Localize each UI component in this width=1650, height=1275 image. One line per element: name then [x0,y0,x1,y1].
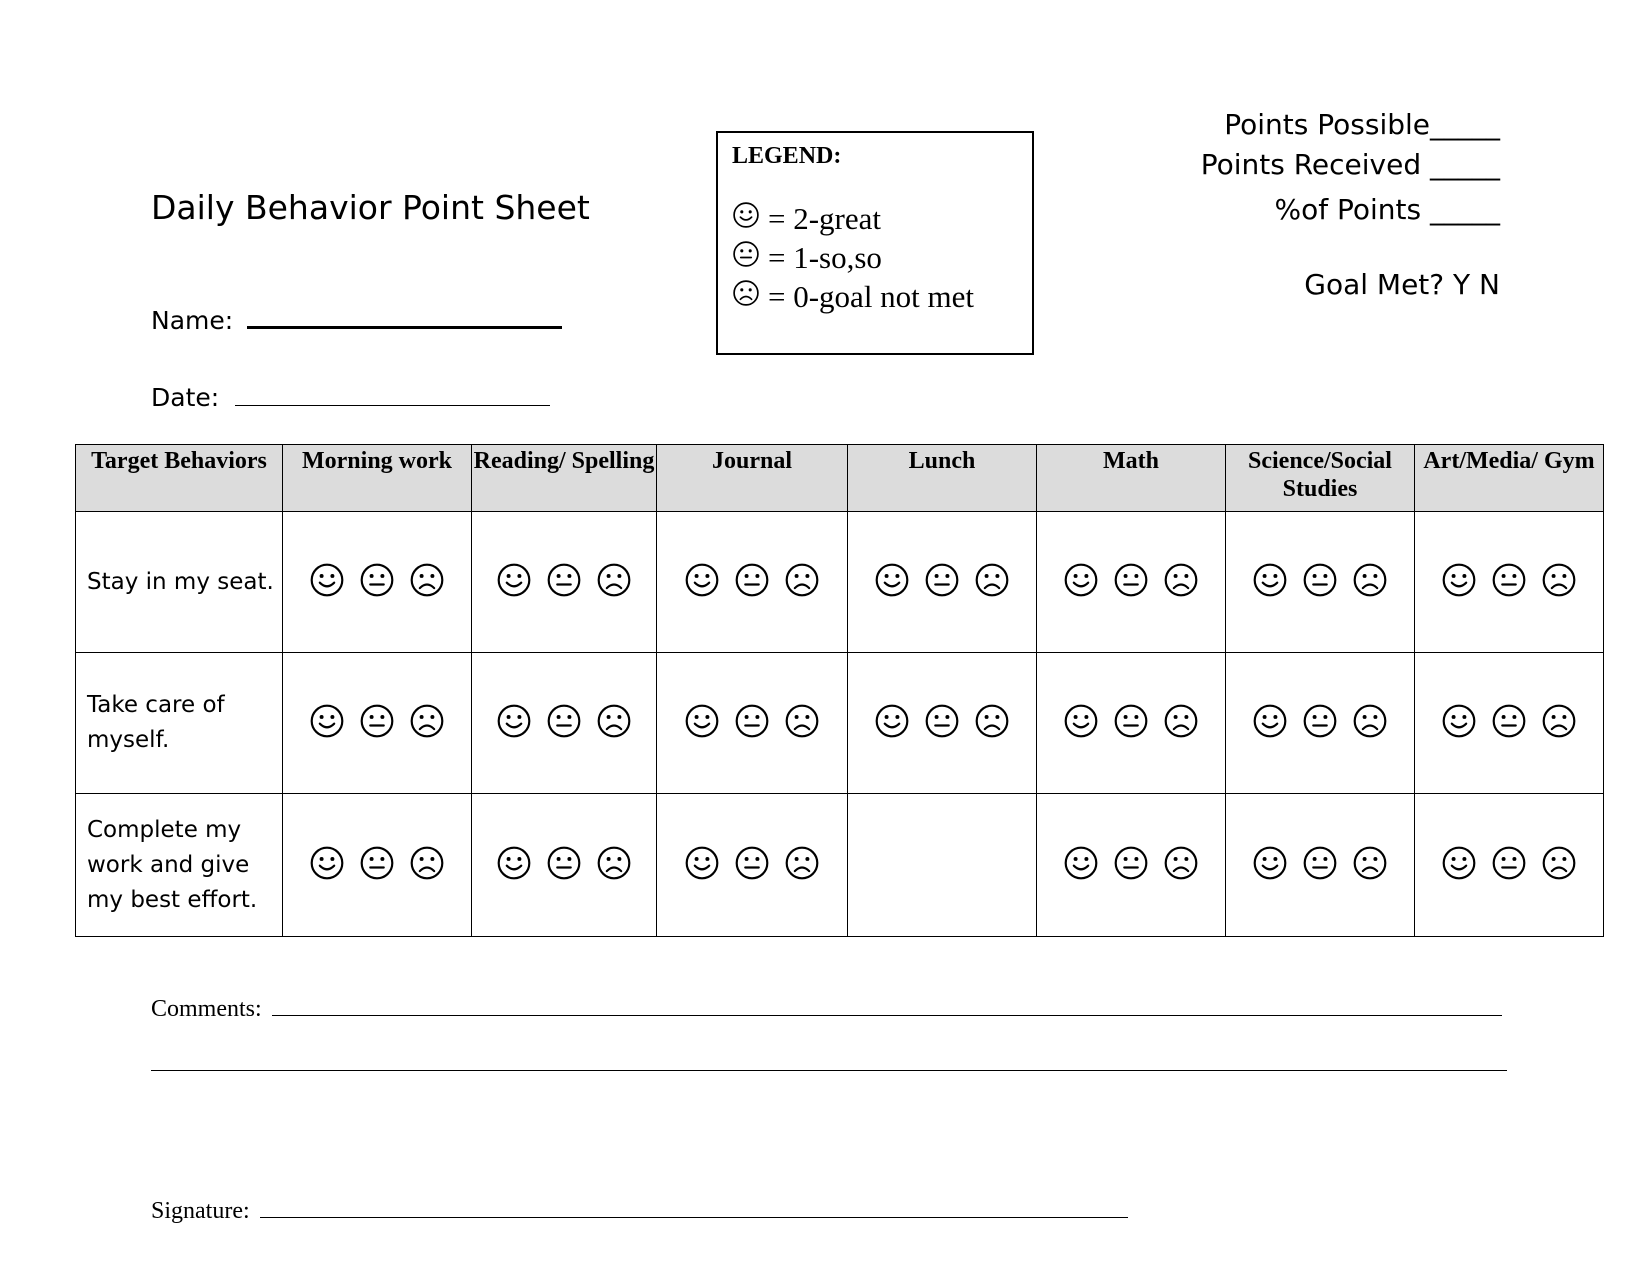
smiley-face-icon[interactable] [684,562,720,603]
rating-cell-morning-work[interactable] [283,512,472,653]
smiley-face-icon[interactable] [874,703,910,744]
neutral-face-icon[interactable] [546,703,582,744]
rating-options[interactable] [1226,562,1414,603]
frowning-face-icon[interactable] [974,703,1010,744]
neutral-face-icon[interactable] [924,562,960,603]
rating-cell-art-media-gym[interactable] [1415,512,1604,653]
rating-options[interactable] [848,703,1036,744]
behavior-row [76,512,1604,653]
name-label: Name: [151,306,234,335]
goal-met[interactable]: Goal Met? Y N [1304,268,1500,301]
rating-options[interactable] [657,703,847,744]
comments-underline-1[interactable] [272,997,1502,1016]
smiley-face-icon[interactable] [1252,703,1288,744]
smiley-face-icon[interactable] [1063,845,1099,886]
neutral-face-icon[interactable] [734,562,770,603]
col-header-science-social-studies: Science/Social Studies [1226,445,1415,512]
rating-options[interactable] [472,845,656,886]
neutral-face-icon[interactable] [734,703,770,744]
rating-options[interactable] [1415,845,1603,886]
percent-of-points[interactable]: %of Points _____ [1274,193,1500,226]
comments-label: Comments: [151,996,262,1022]
frowning-face-icon[interactable] [409,703,445,744]
rating-cell-science-social-studies[interactable] [1226,512,1415,653]
col-header-reading-spelling: Reading/ Spelling [472,445,657,512]
rating-cell-reading-spelling[interactable] [472,653,657,794]
name-field[interactable] [151,306,562,335]
rating-cell-reading-spelling[interactable] [472,794,657,937]
smiley-face-icon[interactable] [1441,703,1477,744]
frowning-face-icon[interactable] [1541,562,1577,603]
smiley-face-icon[interactable] [1441,845,1477,886]
comments-underline-2[interactable] [151,1070,1507,1071]
date-field[interactable] [151,383,550,412]
frowning-face-icon[interactable] [596,845,632,886]
frowning-face-icon[interactable] [1163,562,1199,603]
legend-text-soso: = 1-so,so [768,240,882,275]
rating-cell-lunch[interactable] [848,653,1037,794]
behavior-label: Complete my work and give my best effort. [76,794,283,937]
neutral-face-icon[interactable] [1302,703,1338,744]
comments-field[interactable] [151,996,1502,1023]
smiley-face-icon[interactable] [684,703,720,744]
rating-options[interactable] [1415,703,1603,744]
rating-options[interactable] [848,562,1036,603]
neutral-face-icon[interactable] [1491,703,1527,744]
frowning-face-icon[interactable] [1541,845,1577,886]
frowning-face-icon[interactable] [1163,703,1199,744]
rating-options[interactable] [472,562,656,603]
date-label: Date: [151,383,220,412]
smiley-face-icon[interactable] [309,562,345,603]
neutral-face-icon[interactable] [359,703,395,744]
frowning-face-icon[interactable] [1541,703,1577,744]
sheet-title: Daily Behavior Point Sheet [151,188,590,227]
smiley-face-icon[interactable] [309,703,345,744]
rating-cell-math[interactable] [1037,653,1226,794]
col-header-math: Math [1037,445,1226,512]
rating-options[interactable] [1037,703,1225,744]
rating-options[interactable] [657,562,847,603]
legend-title: LEGEND: [732,143,842,169]
col-header-target-behaviors: Target Behaviors [76,445,283,512]
smiley-face-icon[interactable] [684,845,720,886]
neutral-face-icon[interactable] [1113,703,1149,744]
smiley-face-icon[interactable] [309,845,345,886]
col-header-journal: Journal [657,445,848,512]
neutral-face-icon[interactable] [359,562,395,603]
frowning-face-icon[interactable] [784,703,820,744]
rating-cell-morning-work[interactable] [283,794,472,937]
frowning-face-icon[interactable] [1352,845,1388,886]
neutral-face-icon[interactable] [546,562,582,603]
smiley-face-icon[interactable] [496,703,532,744]
rating-cell-math[interactable] [1037,794,1226,937]
frowning-face-icon[interactable] [409,562,445,603]
rating-options[interactable] [1415,562,1603,603]
signature-label: Signature: [151,1198,250,1224]
rating-options[interactable] [1226,845,1414,886]
neutral-face-icon [732,240,760,276]
rating-cell-journal[interactable] [657,653,848,794]
neutral-face-icon[interactable] [1491,845,1527,886]
frowning-face-icon[interactable] [974,562,1010,603]
neutral-face-icon[interactable] [1113,845,1149,886]
behavior-row [76,794,1604,937]
frowning-face-icon[interactable] [409,845,445,886]
rating-cell-art-media-gym[interactable] [1415,794,1604,937]
neutral-face-icon[interactable] [1302,562,1338,603]
frowning-face-icon[interactable] [784,845,820,886]
smiley-face-icon[interactable] [1063,562,1099,603]
smiley-face-icon[interactable] [1252,562,1288,603]
rating-options[interactable] [472,703,656,744]
date-underline[interactable] [235,387,550,406]
frowning-face-icon[interactable] [1352,562,1388,603]
smiley-face-icon[interactable] [1063,703,1099,744]
smiley-face-icon[interactable] [496,562,532,603]
frowning-face-icon[interactable] [784,562,820,603]
neutral-face-icon[interactable] [1302,845,1338,886]
rating-cell-art-media-gym[interactable] [1415,653,1604,794]
rating-options[interactable] [283,703,471,744]
smiley-face-icon[interactable] [1441,562,1477,603]
neutral-face-icon[interactable] [1491,562,1527,603]
header-row [76,445,1604,512]
points-possible[interactable]: Points Possible_____ [1224,108,1500,141]
rating-cell-lunch[interactable] [848,512,1037,653]
frowning-face-icon[interactable] [1163,845,1199,886]
legend-item-great [732,201,881,237]
col-header-art-media-gym: Art/Media/ Gym [1415,445,1604,512]
behavior-row [76,653,1604,794]
legend-text-not-met: = 0-goal not met [768,279,975,314]
col-header-morning-work: Morning work [283,445,472,512]
signature-field[interactable] [151,1198,1128,1225]
rating-options[interactable] [1226,703,1414,744]
rating-cell-reading-spelling[interactable] [472,512,657,653]
smiley-face-icon[interactable] [496,845,532,886]
neutral-face-icon[interactable] [734,845,770,886]
points-received[interactable]: Points Received _____ [1200,148,1500,181]
frowning-face-icon[interactable] [596,562,632,603]
rating-options[interactable] [657,845,847,886]
behavior-table [75,444,1604,937]
name-underline[interactable] [247,308,562,329]
rating-options[interactable] [1037,845,1225,886]
rating-options[interactable] [1037,562,1225,603]
neutral-face-icon[interactable] [924,703,960,744]
neutral-face-icon[interactable] [546,845,582,886]
smiley-face-icon[interactable] [1252,845,1288,886]
signature-underline[interactable] [260,1199,1128,1218]
rating-cell-morning-work[interactable] [283,653,472,794]
rating-cell-journal[interactable] [657,512,848,653]
behavior-label: Stay in my seat. [76,512,283,653]
rating-cell-math[interactable] [1037,512,1226,653]
legend-box [716,131,1034,355]
frowning-face-icon [732,279,760,315]
rating-cell-science-social-studies[interactable] [1226,653,1415,794]
frowning-face-icon[interactable] [1352,703,1388,744]
rating-cell-journal[interactable] [657,794,848,937]
behavior-label: Take care of myself. [76,653,283,794]
rating-options[interactable] [283,845,471,886]
legend-item-soso [732,240,882,276]
legend-item-not-met [732,279,974,315]
rating-options[interactable] [283,562,471,603]
rating-cell-lunch [848,794,1037,937]
smiley-face-icon [732,201,760,237]
frowning-face-icon[interactable] [596,703,632,744]
neutral-face-icon[interactable] [1113,562,1149,603]
rating-cell-science-social-studies[interactable] [1226,794,1415,937]
smiley-face-icon[interactable] [874,562,910,603]
legend-text-great: = 2-great [768,201,882,236]
neutral-face-icon[interactable] [359,845,395,886]
col-header-lunch: Lunch [848,445,1037,512]
